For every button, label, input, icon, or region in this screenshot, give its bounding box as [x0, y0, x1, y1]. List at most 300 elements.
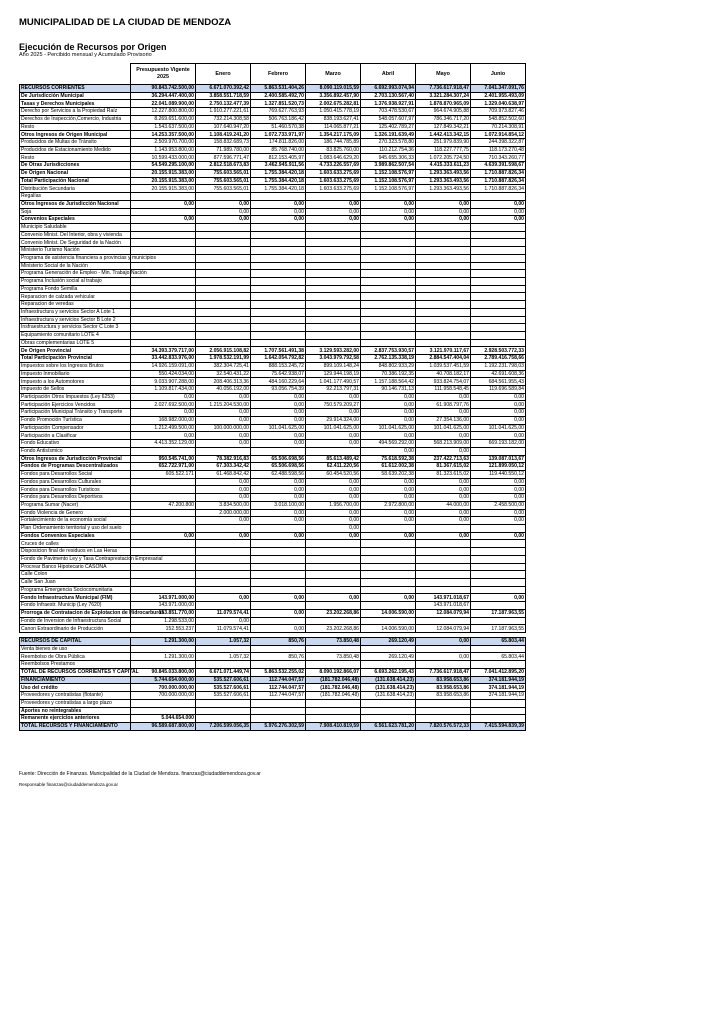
- table-cell: [361, 699, 416, 707]
- table-cell: 5.976.276.302,59: [251, 722, 306, 730]
- table-cell: [306, 316, 361, 324]
- table-cell: 0,00: [361, 216, 416, 224]
- row-label: Fondos para Desarrollos Social: [20, 470, 131, 478]
- table-cell: 0,00: [196, 432, 251, 440]
- table-cell: [131, 524, 196, 532]
- table-cell: 755.603.565,01: [196, 169, 251, 177]
- row-label: Ministerio Turismo Nación: [20, 247, 131, 255]
- table-cell: 888.153.245,72: [251, 362, 306, 370]
- table-cell: 152.553.237: [131, 625, 196, 633]
- source-note: Fuente: Dirección de Finanzas. Municipalidad de la Ciudad de Mendoza. finanzas@ciudaddemendoza.gov.ar: [19, 771, 261, 777]
- table-cell: 1.291.300,00: [131, 653, 196, 661]
- table-cell: [416, 247, 471, 255]
- table-cell: [196, 239, 251, 247]
- table-row: [20, 401, 526, 409]
- table-cell: [416, 571, 471, 579]
- table-cell: 0,00: [471, 432, 526, 440]
- table-cell: 1.755.384.420,18: [251, 169, 306, 177]
- table-cell: 700.000.000,00: [131, 684, 196, 692]
- table-cell: [196, 699, 251, 707]
- table-cell: 7.820.576.572,33: [416, 722, 471, 730]
- table-cell: [306, 301, 361, 309]
- table-cell: [306, 555, 361, 563]
- table-cell: 0,00: [251, 440, 306, 448]
- table-cell: [196, 247, 251, 255]
- table-row: [20, 123, 526, 131]
- row-label: Programa Inclusión social al trabajo: [20, 277, 131, 285]
- table-cell: 0,00: [471, 216, 526, 224]
- table-cell: 65.506.698,56: [251, 455, 306, 463]
- table-cell: 0,00: [361, 517, 416, 525]
- table-cell: [196, 548, 251, 556]
- table-cell: [251, 524, 306, 532]
- table-cell: 23.202.268,86: [306, 625, 361, 633]
- table-cell: 1.603.633.275,69: [306, 177, 361, 185]
- table-cell: 5.863.532.255,02: [251, 668, 306, 676]
- table-cell: 143.971.000,00: [131, 594, 196, 602]
- table-cell: 112.744.047,57: [251, 692, 306, 700]
- table-cell: [131, 239, 196, 247]
- table-cell: 7.736.617.918,47: [416, 85, 471, 93]
- table-cell: [306, 571, 361, 579]
- table-cell: [131, 563, 196, 571]
- table-cell: 5.044.654.000: [131, 715, 196, 723]
- row-label: Fondo de Pavimento Ley y Tasa Contraprestacion Empresarial: [21, 556, 163, 563]
- table-cell: 0,00: [131, 200, 196, 208]
- row-label: Distribución Secundaria: [20, 185, 131, 193]
- row-label: Infraestructura y servicios Sector B Lote 2: [20, 316, 131, 324]
- table-cell: 0,00: [471, 509, 526, 517]
- table-cell: 535.527.606,61: [196, 684, 251, 692]
- table-cell: [361, 308, 416, 316]
- table-cell: 0,00: [361, 478, 416, 486]
- table-cell: [361, 586, 416, 594]
- row-label: Fondo Infraestr. Municip (Ley 7620): [20, 602, 131, 610]
- table-cell: 81.367.615,02: [416, 463, 471, 471]
- row-label: Impuesto de Sellos: [20, 386, 131, 394]
- table-row: [20, 486, 526, 494]
- table-cell: 8.090.119.015,59: [306, 85, 361, 93]
- table-cell: (131.638.414,23): [361, 676, 416, 684]
- table-cell: [416, 555, 471, 563]
- table-row: [20, 517, 526, 525]
- table-cell: 83.958.653,86: [416, 684, 471, 692]
- table-cell: [131, 661, 196, 669]
- table-cell: 382.304.725,41: [196, 362, 251, 370]
- table-cell: 101.041.625,00: [361, 424, 416, 432]
- table-row: [20, 455, 526, 463]
- table-row: [20, 339, 526, 347]
- table-cell: 1.072.914.854,12: [471, 131, 526, 139]
- row-label: Programa Emergencia Sociocomunitaria: [20, 586, 131, 594]
- table-row: [20, 722, 526, 730]
- row-label: Otros Ingresos de Jurisdicción Nacional: [20, 200, 131, 208]
- table-cell: [131, 540, 196, 548]
- table-cell: 374.181.944,19: [471, 684, 526, 692]
- table-cell: [416, 661, 471, 669]
- table-cell: 3.462.945.911,56: [251, 162, 306, 170]
- row-label: Tasas y Derechos Municipales: [20, 100, 131, 108]
- table-cell: 2.400.585.492,70: [251, 92, 306, 100]
- table-row: [20, 579, 526, 587]
- table-cell: 36.294.447.400,00: [131, 92, 196, 100]
- table-cell: 6.692.993.074,94: [361, 85, 416, 93]
- table-row: [20, 594, 526, 602]
- row-label: Convenio Minist. Del Interior, obra y vivienda: [20, 231, 131, 239]
- table-row: [20, 115, 526, 123]
- table-cell: [196, 571, 251, 579]
- table-cell: [416, 324, 471, 332]
- table-cell: 0,00: [306, 409, 361, 417]
- table-cell: 1.212.499.500,00: [131, 424, 196, 432]
- table-cell: 0,00: [361, 447, 416, 455]
- table-cell: [471, 254, 526, 262]
- table-cell: 548.057.607,97: [361, 115, 416, 123]
- table-cell: [196, 262, 251, 270]
- row-label: Participación Municipal Tránsito y Transporte: [20, 409, 131, 417]
- table-cell: 877.596.771,47: [196, 154, 251, 162]
- table-cell: 2.972.800,00: [361, 501, 416, 509]
- report-subtitle: Ejecución de Recursos por Origen: [19, 42, 167, 52]
- table-cell: 119.696.589,84: [471, 386, 526, 394]
- table-cell: (181.782.046,48): [306, 684, 361, 692]
- table-cell: 0,00: [196, 486, 251, 494]
- table-cell: [471, 239, 526, 247]
- row-label: Fortalecimiento de la economía social: [20, 517, 131, 525]
- table-cell: 270.323.578,80: [361, 139, 416, 147]
- table-row: [20, 432, 526, 440]
- table-row: [20, 100, 526, 108]
- table-cell: 2.703.130.567,40: [361, 92, 416, 100]
- row-label: Ministerio Social de la Nación: [20, 262, 131, 270]
- table-cell: [306, 715, 361, 723]
- table-cell: 101.041.625,00: [251, 424, 306, 432]
- table-cell: 8.269.651.600,00: [131, 115, 196, 123]
- table-cell: [251, 193, 306, 201]
- table-cell: [196, 293, 251, 301]
- table-cell: 186.744.785,89: [306, 139, 361, 147]
- table-cell: [416, 540, 471, 548]
- table-cell: 0,00: [361, 532, 416, 540]
- table-cell: [251, 324, 306, 332]
- table-cell: 1.143.953.800,00: [131, 146, 196, 154]
- table-cell: 1.603.633.275,69: [306, 169, 361, 177]
- table-cell: [196, 301, 251, 309]
- table-cell: 0,00: [306, 440, 361, 448]
- table-cell: [306, 339, 361, 347]
- table-cell: 251.979.839,90: [416, 139, 471, 147]
- table-cell: 143.971.000,00: [131, 602, 196, 610]
- table-cell: 0,00: [196, 393, 251, 401]
- table-cell: [471, 447, 526, 455]
- table-row: [20, 440, 526, 448]
- table-cell: 4.733.226.557,69: [306, 162, 361, 170]
- table-cell: [251, 308, 306, 316]
- table-cell: [306, 602, 361, 610]
- row-label: RECURSOS CORRIENTES: [20, 85, 131, 93]
- table-cell: 93.056.754,39: [251, 386, 306, 394]
- table-cell: [471, 548, 526, 556]
- table-cell: [196, 285, 251, 293]
- table-cell: [416, 277, 471, 285]
- table-cell: [361, 270, 416, 278]
- table-cell: [306, 645, 361, 653]
- table-cell: 1.050.415.778,19: [306, 108, 361, 116]
- row-label: Obras complementarias LOTE 5: [20, 339, 131, 347]
- table-cell: 750.579.209,27: [306, 401, 361, 409]
- table-cell: [471, 707, 526, 715]
- row-label: Fondo Promoción Turística: [20, 416, 131, 424]
- table-cell: 121.899.050,12: [471, 463, 526, 471]
- table-cell: [251, 699, 306, 707]
- table-cell: [306, 254, 361, 262]
- table-cell: [251, 277, 306, 285]
- table-cell: [196, 223, 251, 231]
- table-cell: 17.187.963,55: [471, 625, 526, 633]
- table-cell: 700.000.000,00: [131, 692, 196, 700]
- table-cell: 374.181.944,19: [471, 692, 526, 700]
- table-cell: [471, 563, 526, 571]
- table-cell: 1.083.646.629,20: [306, 154, 361, 162]
- row-label: Calle Colon: [20, 571, 131, 579]
- table-cell: 1.327.851.520,73: [251, 100, 306, 108]
- table-cell: 3.858.551.718,59: [196, 92, 251, 100]
- table-cell: [131, 478, 196, 486]
- table-cell: 10.599.433.000,00: [131, 154, 196, 162]
- row-label: Fondos para Desarrollos Culturales: [20, 478, 131, 486]
- table-cell: 2.884.547.404,04: [416, 355, 471, 363]
- table-cell: 90.146.731,13: [361, 386, 416, 394]
- table-cell: [251, 293, 306, 301]
- table-row: [20, 316, 526, 324]
- table-cell: 0,00: [306, 532, 361, 540]
- row-label: Resto: [20, 123, 131, 131]
- table-cell: 143.971.018,67: [416, 594, 471, 602]
- row-label: Participación Ejercicios Vencidos: [20, 401, 131, 409]
- row-label: Fondo Infraestructura Municipal (FIM): [20, 594, 131, 602]
- table-cell: [471, 540, 526, 548]
- table-cell: 14.253.357.500,00: [131, 131, 196, 139]
- table-cell: 2.458.500,00: [471, 501, 526, 509]
- contact-note: Responsable finanzas@ciudaddemendoza.gov.ar: [19, 782, 119, 787]
- table-cell: 0,00: [251, 509, 306, 517]
- table-cell: 92.213.797,31: [306, 386, 361, 394]
- table-cell: 139.087.013,67: [471, 455, 526, 463]
- table-cell: [196, 308, 251, 316]
- table-cell: 0,00: [196, 532, 251, 540]
- table-cell: [251, 645, 306, 653]
- table-cell: [416, 339, 471, 347]
- table-cell: [416, 715, 471, 723]
- table-row: [20, 563, 526, 571]
- table-cell: 7.206.599.056,35: [196, 722, 251, 730]
- table-cell: 0,00: [251, 416, 306, 424]
- table-cell: 0,00: [361, 401, 416, 409]
- table-cell: 65.506.698,56: [251, 463, 306, 471]
- table-cell: [471, 339, 526, 347]
- table-row: [20, 270, 526, 278]
- row-label: Cruces de calles: [20, 540, 131, 548]
- table-cell: 0,00: [361, 432, 416, 440]
- row-label: Fondo Antisísmico: [20, 447, 131, 455]
- row-label: Reparacion de veredas: [20, 301, 131, 309]
- table-cell: 1.057,32: [196, 653, 251, 661]
- table-cell: [471, 293, 526, 301]
- table-cell: 0,00: [416, 509, 471, 517]
- table-cell: [131, 208, 196, 216]
- table-cell: 2.027.692.500,00: [131, 401, 196, 409]
- table-row: [20, 692, 526, 700]
- table-cell: [361, 239, 416, 247]
- table-row: [20, 524, 526, 532]
- table-cell: [251, 316, 306, 324]
- table-cell: 83.825.760,00: [306, 146, 361, 154]
- table-cell: [251, 548, 306, 556]
- table-cell: [416, 332, 471, 340]
- table-cell: 1.039.537.451,59: [416, 362, 471, 370]
- table-row: [20, 262, 526, 270]
- table-cell: 85.613.489,42: [306, 455, 361, 463]
- table-cell: 34.393.379.717,00: [131, 347, 196, 355]
- table-cell: [361, 645, 416, 653]
- table-cell: 110.212.754,36: [361, 146, 416, 154]
- table-cell: [361, 715, 416, 723]
- table-cell: 0,00: [416, 200, 471, 208]
- table-cell: 769.627.763,93: [251, 108, 306, 116]
- table-row: [20, 645, 526, 653]
- table-cell: [251, 707, 306, 715]
- table-row: [20, 162, 526, 170]
- table-cell: 14.006.590,00: [361, 609, 416, 617]
- table-cell: 0,00: [251, 486, 306, 494]
- row-label: Programa Fondo Semilla: [20, 285, 131, 293]
- table-row: [20, 277, 526, 285]
- table-cell: [131, 308, 196, 316]
- table-cell: [131, 494, 196, 502]
- resources-table: [19, 63, 526, 731]
- table-cell: 269.120,49: [361, 653, 416, 661]
- table-cell: [471, 571, 526, 579]
- table-row: [20, 324, 526, 332]
- table-cell: 0,00: [131, 409, 196, 417]
- table-row: [20, 668, 526, 676]
- table-cell: 848.802.933,29: [361, 362, 416, 370]
- table-cell: 1.293.363.493,56: [416, 177, 471, 185]
- table-cell: [416, 239, 471, 247]
- row-label: Plan Ordenamiento territorial y uso del suelo: [20, 524, 131, 532]
- table-cell: 0,00: [361, 409, 416, 417]
- table-cell: 1.442.413.342,15: [416, 131, 471, 139]
- table-cell: 127.849.342,21: [416, 123, 471, 131]
- row-label: Programa de asistencia financiera a provincias y municipios: [21, 255, 157, 262]
- row-label: Remanente ejercicios anteriores: [20, 715, 131, 723]
- table-cell: 60.454.520,56: [306, 470, 361, 478]
- table-cell: 6.561.623.781,20: [361, 722, 416, 730]
- table-cell: 899.109.148,24: [306, 362, 361, 370]
- table-cell: [196, 563, 251, 571]
- row-label: Infraestructura y servicios Sector A Lote 1: [20, 308, 131, 316]
- table-cell: 0,00: [416, 638, 471, 646]
- table-cell: [196, 602, 251, 610]
- table-cell: 0,00: [416, 517, 471, 525]
- table-cell: [361, 524, 416, 532]
- table-cell: 1.072.733.971,97: [251, 131, 306, 139]
- table-cell: 118.173.270,48: [471, 146, 526, 154]
- table-cell: [306, 563, 361, 571]
- table-cell: 14.006.590,00: [361, 625, 416, 633]
- table-cell: 2.000.000,00: [196, 509, 251, 517]
- table-cell: 101.041.625,00: [306, 424, 361, 432]
- table-cell: [416, 254, 471, 262]
- table-cell: [251, 447, 306, 455]
- table-cell: [471, 270, 526, 278]
- table-cell: 3.018.100,00: [251, 501, 306, 509]
- table-cell: [361, 316, 416, 324]
- row-label: Fondos para Desarrollos Deportivos: [20, 494, 131, 502]
- table-cell: [416, 193, 471, 201]
- table-cell: 33.442.833.976,00: [131, 355, 196, 363]
- table-cell: [361, 563, 416, 571]
- table-cell: [251, 262, 306, 270]
- table-cell: 14.926.159.091,00: [131, 362, 196, 370]
- table-cell: 709.973.827,46: [471, 108, 526, 116]
- table-cell: 0,00: [196, 416, 251, 424]
- table-cell: [361, 223, 416, 231]
- table-cell: [196, 316, 251, 324]
- table-cell: [471, 223, 526, 231]
- table-cell: [251, 715, 306, 723]
- table-cell: 605.522.171: [131, 470, 196, 478]
- table-cell: [306, 447, 361, 455]
- table-cell: 1.755.384.420,18: [251, 185, 306, 193]
- table-cell: [361, 262, 416, 270]
- table-cell: 7.908.410.819,59: [306, 722, 361, 730]
- table-cell: 506.763.186,42: [251, 115, 306, 123]
- table-cell: 7.415.594.839,39: [471, 722, 526, 730]
- table-cell: [131, 707, 196, 715]
- table-cell: 2.056.915.108,82: [196, 347, 251, 355]
- table-cell: [196, 645, 251, 653]
- table-cell: 0,00: [306, 594, 361, 602]
- table-row: [20, 625, 526, 633]
- table-row: [20, 653, 526, 661]
- table-row: [20, 362, 526, 370]
- table-cell: [471, 247, 526, 255]
- table-cell: 1.326.191.639,49: [361, 131, 416, 139]
- table-cell: 0,00: [306, 478, 361, 486]
- row-label: Regalías: [20, 193, 131, 201]
- table-cell: 112.744.047,57: [251, 676, 306, 684]
- table-cell: 0,00: [306, 200, 361, 208]
- table-cell: 29.914.324,00: [306, 416, 361, 424]
- table-cell: [416, 285, 471, 293]
- table-cell: [196, 193, 251, 201]
- table-cell: [306, 661, 361, 669]
- table-cell: 964.674.905,88: [416, 108, 471, 116]
- table-cell: 0,00: [306, 509, 361, 517]
- table-cell: [251, 270, 306, 278]
- table-cell: 20.155.915.383,00: [131, 169, 196, 177]
- table-cell: 3.321.284.307,24: [416, 92, 471, 100]
- table-cell: 0,00: [306, 517, 361, 525]
- table-cell: [131, 579, 196, 587]
- table-cell: [361, 193, 416, 201]
- table-cell: [416, 270, 471, 278]
- row-label: Municipio Saludable: [20, 223, 131, 231]
- table-cell: [471, 617, 526, 625]
- row-label: Uso del crédito: [20, 684, 131, 692]
- table-cell: 0,00: [471, 393, 526, 401]
